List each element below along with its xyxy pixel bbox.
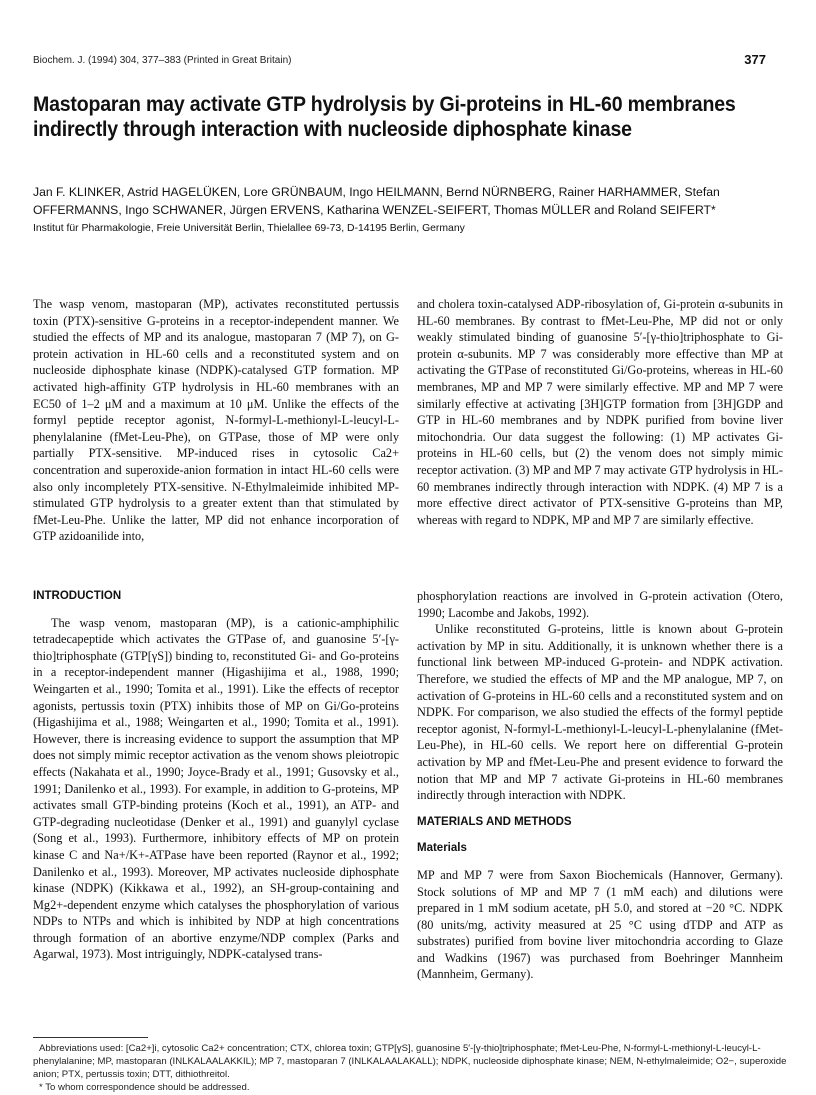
introduction-paragraph-2: Unlike reconstituted G-proteins, little is known about G-protein activation by MP in situ. Additionally, it is unknown whether there is a functional link between MP-induced G-protein- and NDPK activation. Therefore, we studied the effects of MP and the MP analogue, MP 7, on activation of G-proteins in HL-60 cells and a reconstituted system and on NDPK. For comparison, we also studied the effects of the formyl peptide receptor agonist, N-formyl-L-methionyl-L-leucyl-L-phenylalanine (fMet-Leu-Phe), in HL-60 cells. We report here on differential G-protein activation by MP and fMet-Leu-Phe and present evidence to forward the notion that MP and MP 7 activate Gi-proteins in HL-60 membranes indirectly through interaction with NDPK. [417,622,783,803]
introduction-paragraph-1: The wasp venom, mastoparan (MP), is a cationic-amphiphilic tetradecapeptide which activates the GTPase of, and guanosine 5′-[γ-thio]triphosphate (GTP[γS]) binding to, reconstituted Gi- and Go-proteins in a receptor-independent manner (Higashijima et al., 1988, 1990; Weingarten et al., 1990; Tomita et al., 1991). Like the effects of receptor agonists, pertussis toxin (PTX) inhibits those of MP on Gi/Go-proteins (Higashijima et al., 1988; Weingarten et al., 1990; Tomita et al., 1991). However, there is increasing evidence to support the assumption that MP does not simply mimic receptor activation as the venom shows pleiotropic effects (Nakahata et al., 1990; Joyce-Brady et al., 1991; Gusovsky et al., 1991; Danilenko et al., 1993). For example, in addition to G-proteins, MP activates small GTP-binding proteins (Koch et al., 1991), an ATP- and GTP-degrading nucleotidase (Denker et al., 1991) and guanylyl cyclase (Song et al., 1993). Furthermore, inhibitory effects of MP on protein kinase C and Na+/K+-ATPase have been reported (Raynor et al., 1992; Danilenko et al., 1993). Moreover, MP activates nucleoside diphosphate kinase (NDPK) (Kikkawa et al., 1992), an SH-group-containing and Mg2+-dependent enzyme which catalyses the phosphorylation of various NDPs to NTPs and which is inhibited by NDP at high concentrations through formation of an abortive enzyme/NDP complex (Parks and Agarwal, 1973). Most intriguingly, NDPK-catalysed trans- [33,615,399,962]
affiliation: Institut für Pharmakologie, Freie Universität Berlin, Thielallee 69-73, D-14195 Berlin, Germany [33,223,465,234]
body-right-column [417,588,783,983]
abbreviations-footnote: Abbreviations used: [Ca2+]i, cytosolic Ca2+ concentration; CTX, chlorea toxin; GTP[γS], guanosine 5′-[γ-thio]triphosphate; fMet-Leu-Phe, N-formyl-L-methionyl-L-leucyl-L-phenylalanine; MP, mastoparan (INLKALAALAKKIL); MP 7, mastoparan 7 (INLKALAALAKALL); NDPK, nucleoside diphosphate kinase; NEM, N-ethylmaleimide; O2−, superoxide anion; PTX, pertussis toxin; DTT, dithiothreitol. [33,1043,787,1080]
footnotes [33,1042,793,1094]
materials-subheading: Materials [417,842,467,855]
page-number: 377 [744,52,766,67]
paper-title: Mastoparan may activate GTP hydrolysis by Gi-proteins in HL-60 membranes indirectly through interaction with nucleoside diphosphate kinase [33,93,736,141]
introduction-paragraph-1-continued: phosphorylation reactions are involved in G-protein activation (Otero, 1990; Lacombe and Jakobs, 1992). [417,589,783,620]
abstract-text-left: The wasp venom, mastoparan (MP), activates reconstituted pertussis toxin (PTX)-sensitive G-proteins in a receptor-independent manner. We studied the effects of MP and its analogue, mastoparan 7 (MP 7), on G-protein activation in HL-60 cells and a reconstituted system and on nucleoside diphosphate kinase (NDPK)-catalysed GTP formation. MP activated high-affinity GTP hydrolysis in HL-60 membranes with an EC50 of 1–2 μM and a maximum at 10 μM. Unlike the effects of the formyl peptide receptor agonist, N-formyl-L-methionyl-L-leucyl-L-phenylalanine (fMet-Leu-Phe), on GTPase, those of MP were only partially PTX-sensitive. MP-induced rises in cytosolic Ca2+ concentration and superoxide-anion formation in intact HL-60 cells were also only incompletely PTX-sensitive. N-Ethylmaleimide inhibited MP-stimulated GTP hydrolysis to a greater extent than that stimulated by fMet-Leu-Phe. Unlike the latter, MP did not enhance incorporation of GTP azidoanilide into, [33,297,399,544]
author-list: Jan F. KLINKER, Astrid HAGELÜKEN, Lore GRÜNBAUM, Ingo HEILMANN, Bernd NÜRNBERG, Rainer HARHAMMER, Stefan OFFERMANNS, Ingo SCHWANER, Jürgen ERVENS, Katharina WENZEL-SEIFERT, Thomas MÜLLER and Roland SEIFERT* [33,185,720,217]
journal-reference: Biochem. J. (1994) 304, 377–383 (Printed in Great Britain) [33,55,292,66]
introduction-heading: INTRODUCTION [33,590,122,602]
materials-paragraph: MP and MP 7 were from Saxon Biochemicals (Hannover, Germany). Stock solutions of MP and MP 7 (1 mM each) and dilutions were prepared in 1 mM sodium acetate, pH 5.0, and stored at −20 °C. NDPK (80 units/mg, activity measured at 25 °C using dTDP and ATP as substrates) purified from bovine liver mitochondria according to Glaze and Wadkins (1967) was purchased from Boehringer Mannheim (Mannheim, Germany). [417,867,783,982]
abstract-right-column [417,296,783,528]
abstract-text-right: and cholera toxin-catalysed ADP-ribosylation of, Gi-protein α-subunits in HL-60 membranes. By contrast to fMet-Leu-Phe, MP did not or only weakly stimulated binding of guanosine 5′-[γ-thio]triphosphate to Gi-protein α-subunits. MP 7 was considerably more effective than MP at activating the GTPase of reconstituted Gi/Go-proteins, whereas in HL-60 membranes, MP and MP 7 were similarly effective. MP and MP 7 were similarly effective at activating [3H]GTP formation from [3H]GDP and GTP in HL-60 membranes and by NDPK purified from bovine liver mitochondria. Our data suggest the following: (1) MP activates Gi-proteins in HL-60 cells, but (2) the venom does not simply mimic receptor activation. (3) MP and MP 7 may activate GTP hydrolysis in HL-60 membranes indirectly through interaction with NDPK. (4) MP 7 is a more effective direct activator of PTX-sensitive G-proteins than MP, whereas with regard to NDPK, MP and MP 7 are similarly effective. [417,297,783,527]
body-left-column [33,588,399,963]
correspondence-footnote: * To whom correspondence should be addressed. [39,1082,250,1093]
footnote-divider [33,1037,148,1038]
abstract-left-column [33,296,399,545]
methods-heading: MATERIALS AND METHODS [417,815,572,828]
